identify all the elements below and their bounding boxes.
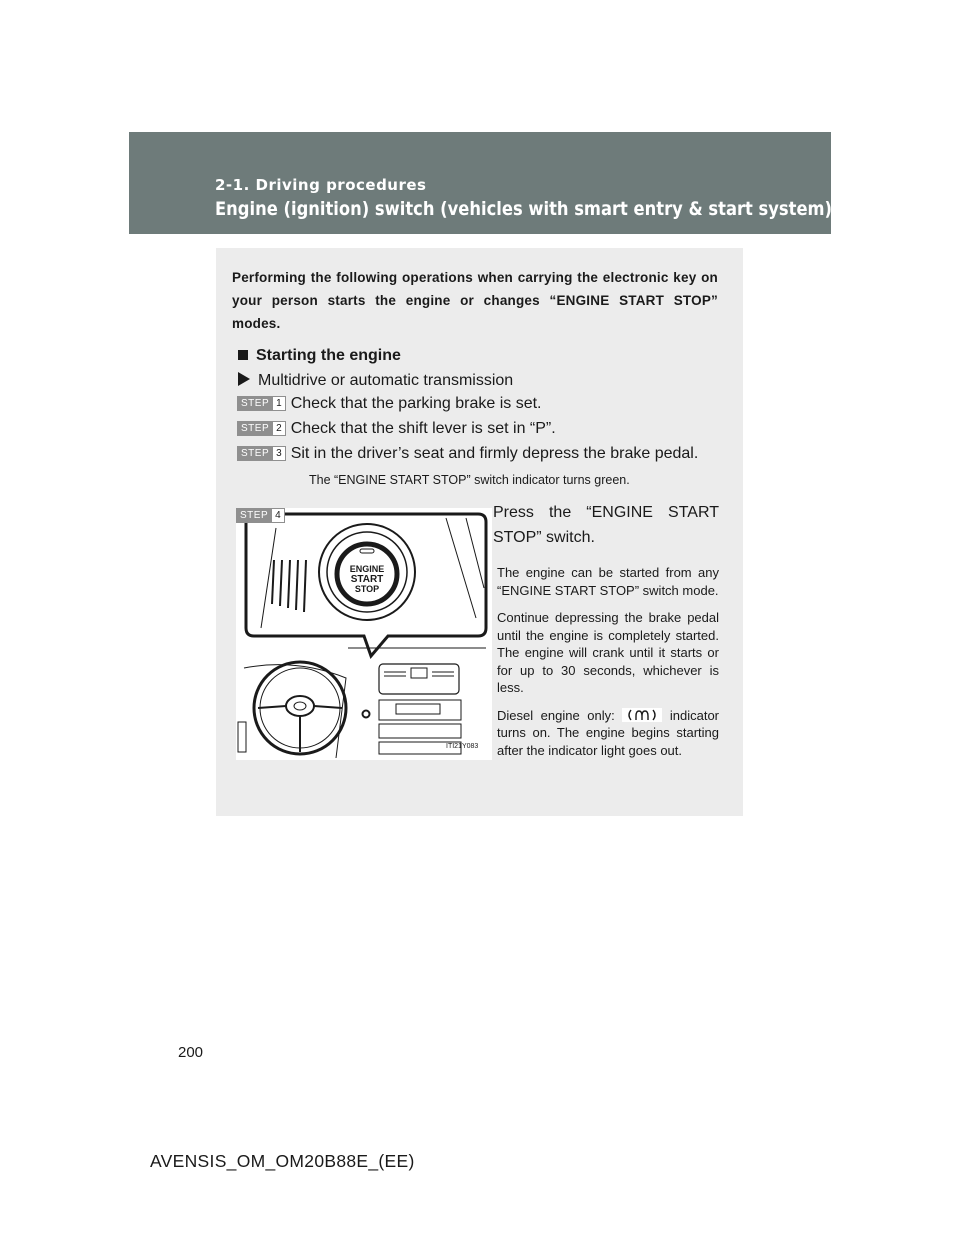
figure-code: ITI21Y083: [446, 743, 479, 750]
step-badge: STEP 3: [237, 446, 286, 461]
square-bullet-icon: [238, 350, 248, 360]
page-number: 200: [178, 1044, 204, 1061]
step-4-text: Press the “ENGINE START STOP” switch.: [493, 504, 719, 546]
note-3: Diesel engine only: indicator turns on. The engine begins starting after the indicator light goes out.: [497, 707, 719, 758]
button-label-start: START: [350, 574, 384, 585]
intro-paragraph: Performing the following operations when carrying the electronic key on your person starts the engine or changes “ENGINE START STOP” modes.: [232, 270, 718, 331]
step-text: Check that the shift lever is set in “P”.: [290, 420, 556, 437]
step-badge: STEP 2: [237, 421, 286, 436]
note-1: The engine can be started from any “ENGINE START STOP” switch mode.: [497, 565, 719, 598]
step-1: [237, 395, 541, 413]
step-4-badge: STEP 4: [236, 508, 285, 523]
button-label-engine: ENGINE: [349, 564, 385, 574]
page-title: Engine (ignition) switch (vehicles with smart entry & start system): [215, 198, 833, 220]
engine-switch-illustration: [236, 508, 492, 760]
note-2: Continue depressing the brake pedal until the engine is completely started. The engine will crank until it starts or for up to 30 seconds, whichever is less.: [497, 610, 719, 695]
section-heading: Starting the engine: [238, 347, 401, 365]
page-header: [129, 132, 831, 234]
step-text: Check that the parking brake is set.: [290, 395, 542, 412]
step3-note: The “ENGINE START STOP” switch indicator turns green.: [309, 473, 630, 487]
triangle-bullet-icon: [238, 372, 250, 386]
content-panel: [216, 248, 743, 816]
document-code: AVENSIS_OM_OM20B88E_(EE): [150, 1151, 415, 1171]
section-label: 2-1. Driving procedures: [215, 176, 427, 194]
glow-plug-indicator-icon: [622, 708, 662, 722]
step-text: Sit in the driver’s seat and firmly depress the brake pedal.: [290, 445, 699, 462]
step-2: [237, 420, 556, 438]
illustration: [236, 508, 492, 760]
step-badge: STEP 1: [237, 396, 286, 411]
subheading: Multidrive or automatic transmission: [238, 372, 513, 390]
button-label-stop: STOP: [354, 584, 380, 594]
step-4-column: [493, 500, 719, 759]
step-3: [237, 445, 698, 463]
